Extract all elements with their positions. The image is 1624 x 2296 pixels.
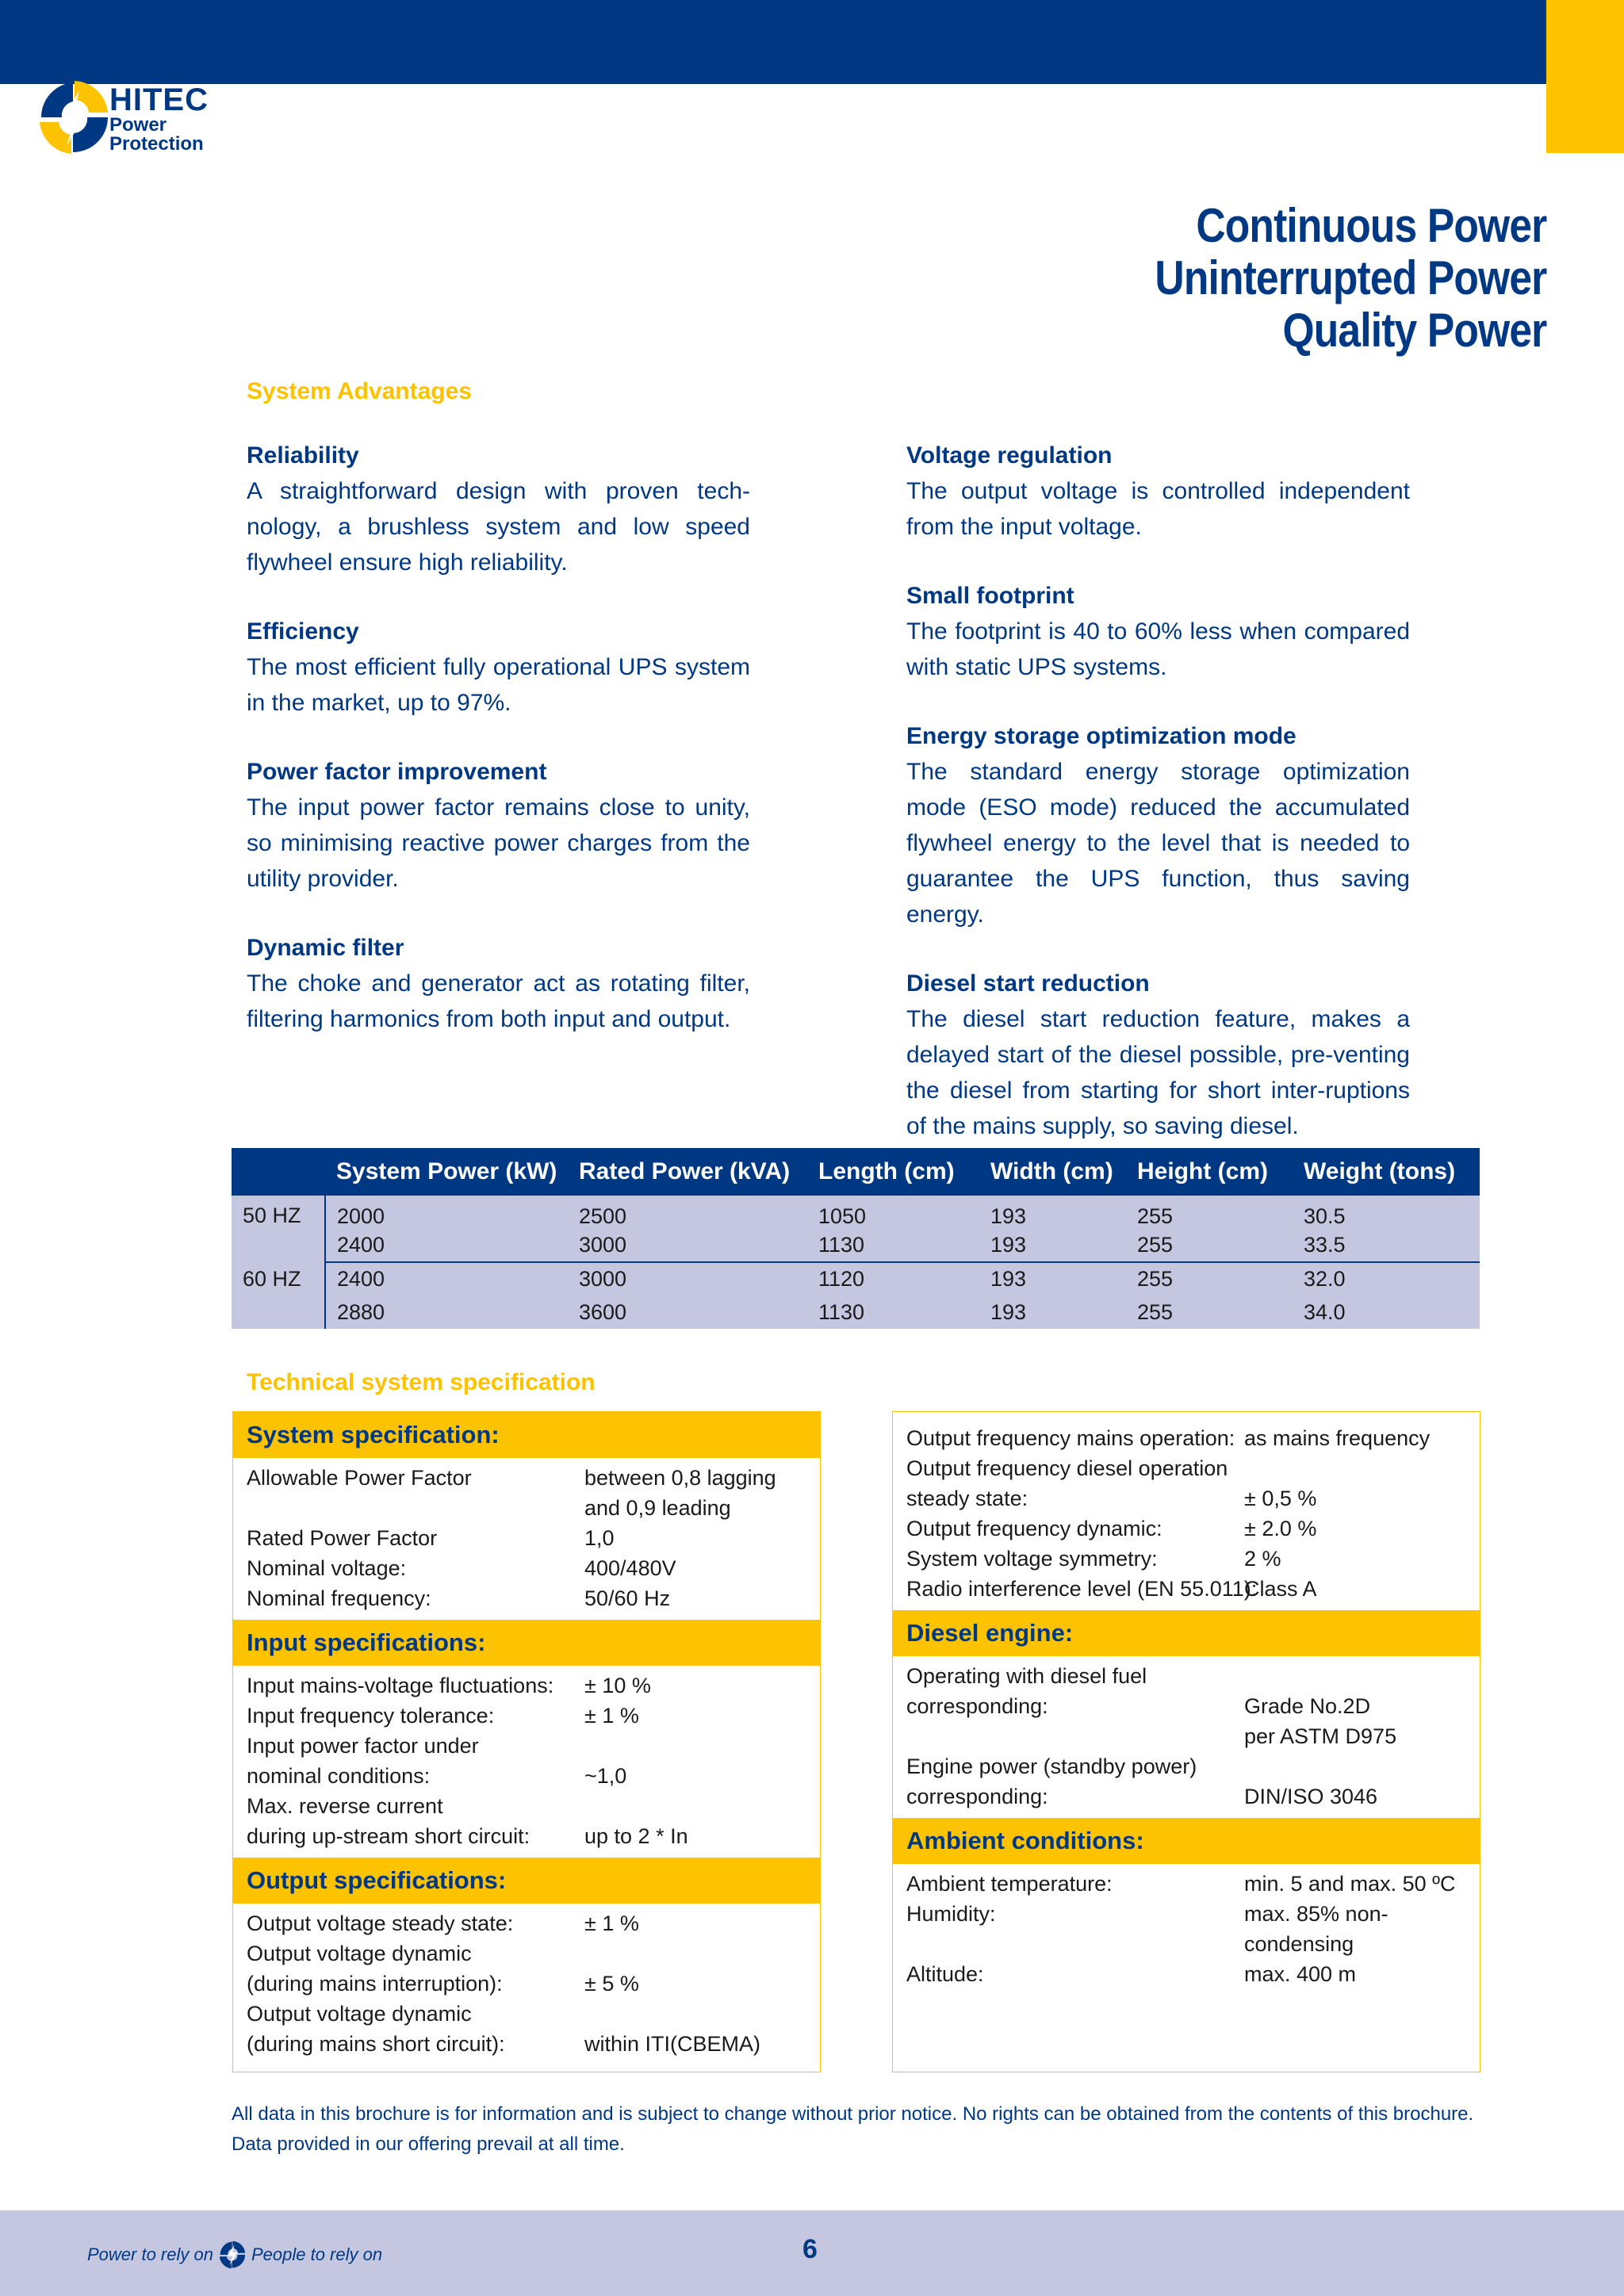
dimensions-header-cell: Length (cm) [807, 1148, 979, 1196]
spec-row [893, 1899, 1480, 1929]
spec-label: Output frequency dynamic: [906, 1517, 1162, 1540]
spec-value: ± 0,5 % [1244, 1487, 1317, 1510]
spec-label: Output voltage steady state: [247, 1911, 514, 1935]
logo-subtitle [109, 116, 204, 154]
spec-value: ~1,0 [584, 1764, 627, 1788]
table-cell: 3600 [568, 1295, 807, 1329]
table-cell: 2400 [325, 1229, 568, 1262]
headline-line [1155, 200, 1546, 252]
table-row [232, 1229, 1480, 1262]
table-cell: 193 [979, 1262, 1126, 1295]
spec-label: Output frequency diesel operation [906, 1456, 1228, 1480]
logo-wordmark: HITEC [109, 82, 209, 117]
spec-value: ± 10 % [584, 1674, 651, 1697]
table-cell: 1130 [807, 1229, 979, 1262]
dimensions-table [232, 1148, 1480, 1329]
table-cell: 30.5 [1293, 1196, 1480, 1229]
tech-spec-title: Technical system specification [247, 1369, 596, 1395]
spec-row [893, 1423, 1480, 1453]
advantage-item [906, 718, 1410, 932]
logo-subtitle-line: Protection [109, 133, 204, 155]
spec-row [233, 2029, 820, 2059]
spec-box-right [892, 1411, 1480, 2072]
page-headline [1155, 200, 1546, 357]
spec-row [893, 1513, 1480, 1544]
advantage-item [247, 754, 750, 897]
spec-label: Output voltage dynamic [247, 2002, 472, 2026]
spec-label: corresponding: [906, 1785, 1048, 1808]
advantage-heading: Voltage regulation [906, 442, 1113, 469]
logo-subtitle-line: Power [109, 114, 167, 136]
top-header-bar [0, 0, 1546, 84]
spec-value: up to 2 * In [584, 1824, 688, 1848]
dimensions-header-cell: Weight (tons) [1293, 1148, 1480, 1196]
table-cell: 1050 [807, 1196, 979, 1229]
spec-row [233, 1938, 820, 1969]
spec-row [233, 1821, 820, 1851]
footer-slogan-part: Power to rely on [87, 2244, 213, 2264]
table-cell: 3000 [568, 1262, 807, 1295]
advantage-item [247, 930, 750, 1037]
dimensions-header-row [232, 1148, 1480, 1196]
advantage-text: The choke and generator act as rotating filter, filtering harmonics from both input and output. [247, 970, 750, 1032]
spec-value: Grade No.2D [1244, 1694, 1371, 1718]
advantage-item [247, 438, 750, 580]
spec-label: Humidity: [906, 1902, 996, 1926]
advantage-text: The standard energy storage optimization mode (ESO mode) reduced the accumulated flywheel energy to the level that is needed to guarantee the UPS function, thus saving energy. [906, 759, 1410, 928]
spec-value: 50/60 Hz [584, 1586, 671, 1610]
spec-row [233, 1908, 820, 1938]
dimensions-header-cell: Rated Power (kVA) [568, 1148, 807, 1196]
spec-row [233, 1583, 820, 1613]
table-row [232, 1295, 1480, 1329]
spec-label [893, 1929, 1244, 1959]
headline-word-strong: Power [1427, 199, 1546, 252]
spec-label: Ambient temperature: [906, 1872, 1113, 1896]
spec-row [233, 1791, 820, 1821]
dimensions-header-cell [232, 1148, 325, 1196]
spec-value: 1,0 [584, 1526, 615, 1550]
table-cell: 1120 [807, 1262, 979, 1295]
spec-value: per ASTM D975 [1244, 1724, 1397, 1748]
advantage-text: The output voltage is controlled independent from the input voltage. [906, 478, 1410, 540]
spec-row [893, 1574, 1480, 1604]
spec-label: Output frequency mains operation: [906, 1426, 1235, 1450]
hitec-emblem-icon [38, 79, 109, 155]
headline-word-strong: Power [1427, 304, 1546, 357]
spec-section-rows [893, 1412, 1480, 1610]
top-accent-block [1546, 0, 1624, 153]
spec-section-heading: Output specifications: [233, 1858, 820, 1904]
spec-section-heading: System specification: [233, 1412, 820, 1458]
table-cell: 34.0 [1293, 1295, 1480, 1329]
advantage-text: The diesel start reduction feature, makes a delayed start of the diesel possible, pre-venting the diesel from starting for short inter-ruptions of the mains supply, so saving diesel. [906, 1006, 1410, 1139]
spec-value: within ITI(CBEMA) [584, 2032, 761, 2056]
table-cell: 32.0 [1293, 1262, 1480, 1295]
table-cell: 255 [1126, 1295, 1293, 1329]
spec-row [893, 1959, 1480, 1989]
spec-row [233, 1670, 820, 1701]
spec-label: corresponding: [906, 1694, 1048, 1718]
spec-label [233, 1493, 584, 1523]
frequency-cell: 60 HZ [232, 1262, 325, 1329]
spec-section-heading: Diesel engine: [893, 1610, 1480, 1656]
spec-row [233, 1969, 820, 1999]
spec-row [893, 1721, 1480, 1751]
spec-row [233, 1701, 820, 1731]
spec-value: condensing [1244, 1932, 1354, 1956]
advantages-left-column [247, 438, 750, 1070]
advantage-item [247, 614, 750, 721]
spec-value: ± 1 % [584, 1704, 639, 1728]
headline-line [1155, 304, 1546, 357]
spec-row [893, 1781, 1480, 1812]
table-row [232, 1196, 1480, 1229]
spec-label: nominal conditions: [247, 1764, 431, 1788]
advantage-item [906, 578, 1410, 685]
spec-value: ± 1 % [584, 1911, 639, 1935]
footer-slogan [87, 2241, 382, 2269]
advantage-text: The most efficient fully operational UPS system in the market, up to 97%. [247, 654, 750, 716]
spec-section-heading: Input specifications: [233, 1620, 820, 1666]
headline-word-strong: Power [1427, 251, 1546, 304]
spec-row [233, 1463, 820, 1493]
advantage-item [906, 438, 1410, 545]
spec-row [233, 1999, 820, 2029]
spec-label: Input frequency tolerance: [247, 1704, 495, 1728]
spec-value: max. 85% non- [1244, 1902, 1388, 1926]
spec-row [893, 1929, 1480, 1959]
advantage-heading: Efficiency [247, 618, 359, 645]
spec-value: min. 5 and max. 50 ºC [1244, 1872, 1456, 1896]
spec-row [893, 1544, 1480, 1574]
footer-band [0, 2210, 1624, 2296]
table-cell: 193 [979, 1229, 1126, 1262]
headline-word: Uninterrupted [1155, 251, 1416, 304]
spec-value: ± 2.0 % [1244, 1517, 1317, 1540]
spec-value: and 0,9 leading [584, 1496, 731, 1520]
dimensions-header-cell: Height (cm) [1126, 1148, 1293, 1196]
spec-label: Output voltage dynamic [247, 1942, 472, 1965]
spec-label: Rated Power Factor [247, 1526, 438, 1550]
spec-value: DIN/ISO 3046 [1244, 1785, 1378, 1808]
advantage-heading: Dynamic filter [247, 935, 404, 961]
table-cell: 1130 [807, 1295, 979, 1329]
table-cell: 2000 [325, 1196, 568, 1229]
spec-label: Input mains-voltage fluctuations: [247, 1674, 554, 1697]
spec-row [233, 1553, 820, 1583]
table-cell: 193 [979, 1295, 1126, 1329]
spec-row [233, 1761, 820, 1791]
spec-section-heading: Ambient conditions: [893, 1818, 1480, 1864]
table-cell: 3000 [568, 1229, 807, 1262]
spec-label: Altitude: [906, 1962, 984, 1986]
advantage-heading: Diesel start reduction [906, 970, 1150, 997]
spec-section-rows [233, 1904, 820, 2065]
frequency-cell: 50 HZ [232, 1196, 325, 1262]
spec-label: Radio interference level (EN 55.011): [906, 1577, 1258, 1601]
spec-label [893, 1721, 1244, 1751]
table-cell: 255 [1126, 1229, 1293, 1262]
spec-value: between 0,8 lagging [584, 1466, 776, 1490]
spec-value: Class A [1244, 1577, 1317, 1601]
spec-row [893, 1483, 1480, 1513]
hitec-emblem-icon [218, 2241, 247, 2269]
spec-label: Operating with diesel fuel [906, 1664, 1147, 1688]
spec-value: 2 % [1244, 1547, 1281, 1571]
spec-row [893, 1661, 1480, 1691]
footer-slogan-part: People to rely on [251, 2244, 383, 2264]
advantage-text: The input power factor remains close to unity, so minimising reactive power charges from the utility provider. [247, 794, 750, 892]
headline-word: Quality [1282, 304, 1416, 357]
spec-label: System voltage symmetry: [906, 1547, 1158, 1571]
spec-section-rows [233, 1666, 820, 1858]
spec-label: Nominal voltage: [247, 1556, 407, 1580]
table-cell: 255 [1126, 1196, 1293, 1229]
advantages-title: System Advantages [247, 378, 473, 404]
spec-value: 400/480V [584, 1556, 676, 1580]
advantages-right-column [906, 438, 1410, 1177]
spec-row [893, 1751, 1480, 1781]
spec-label: (during mains interruption): [247, 1972, 503, 1996]
spec-row [233, 1523, 820, 1553]
spec-label: Nominal frequency: [247, 1586, 431, 1610]
spec-row [233, 1493, 820, 1523]
table-cell: 33.5 [1293, 1229, 1480, 1262]
spec-label: Max. reverse current [247, 1794, 443, 1818]
table-cell: 2400 [325, 1262, 568, 1295]
spec-value: ± 5 % [584, 1972, 639, 1996]
spec-box-left [232, 1411, 821, 2072]
headline-line [1155, 252, 1546, 304]
spec-label: (during mains short circuit): [247, 2032, 505, 2056]
table-row [232, 1262, 1480, 1295]
page-number: 6 [802, 2234, 818, 2264]
spec-section-rows [893, 1864, 1480, 1996]
spec-value: as mains frequency [1244, 1426, 1431, 1450]
hitec-logo [38, 79, 213, 159]
spec-row [893, 1691, 1480, 1721]
table-cell: 255 [1126, 1262, 1293, 1295]
spec-value: max. 400 m [1244, 1962, 1357, 1986]
spec-row [233, 1731, 820, 1761]
advantage-heading: Energy storage optimization mode [906, 723, 1297, 749]
advantage-text: A straightforward design with proven tech-nology, a brushless system and low speed flywheel ensure high reliability. [247, 478, 750, 576]
spec-row [893, 1869, 1480, 1899]
spec-label: steady state: [906, 1487, 1028, 1510]
headline-word: Continuous [1195, 199, 1416, 252]
table-cell: 193 [979, 1196, 1126, 1229]
spec-row [893, 1453, 1480, 1483]
table-cell: 2880 [325, 1295, 568, 1329]
table-cell: 2500 [568, 1196, 807, 1229]
spec-section-rows [893, 1656, 1480, 1818]
spec-section-rows [233, 1458, 820, 1620]
spec-label: during up-stream short circuit: [247, 1824, 530, 1848]
spec-label: Allowable Power Factor [247, 1466, 472, 1490]
advantage-heading: Small footprint [906, 583, 1074, 609]
spec-label: Engine power (standby power) [906, 1755, 1197, 1778]
advantage-text: The footprint is 40 to 60% less when compared with static UPS systems. [906, 618, 1410, 680]
advantage-heading: Reliability [247, 442, 359, 469]
dimensions-header-cell: Width (cm) [979, 1148, 1126, 1196]
dimensions-header-cell: System Power (kW) [325, 1148, 568, 1196]
advantage-item [906, 966, 1410, 1144]
advantage-heading: Power factor improvement [247, 759, 547, 785]
disclaimer-text: All data in this brochure is for information and is subject to change without prior notice. No rights can be obtained from the contents of this brochure. Data provided in our offering prevail at all time. [232, 2103, 1474, 2155]
spec-label: Input power factor under [247, 1734, 479, 1758]
